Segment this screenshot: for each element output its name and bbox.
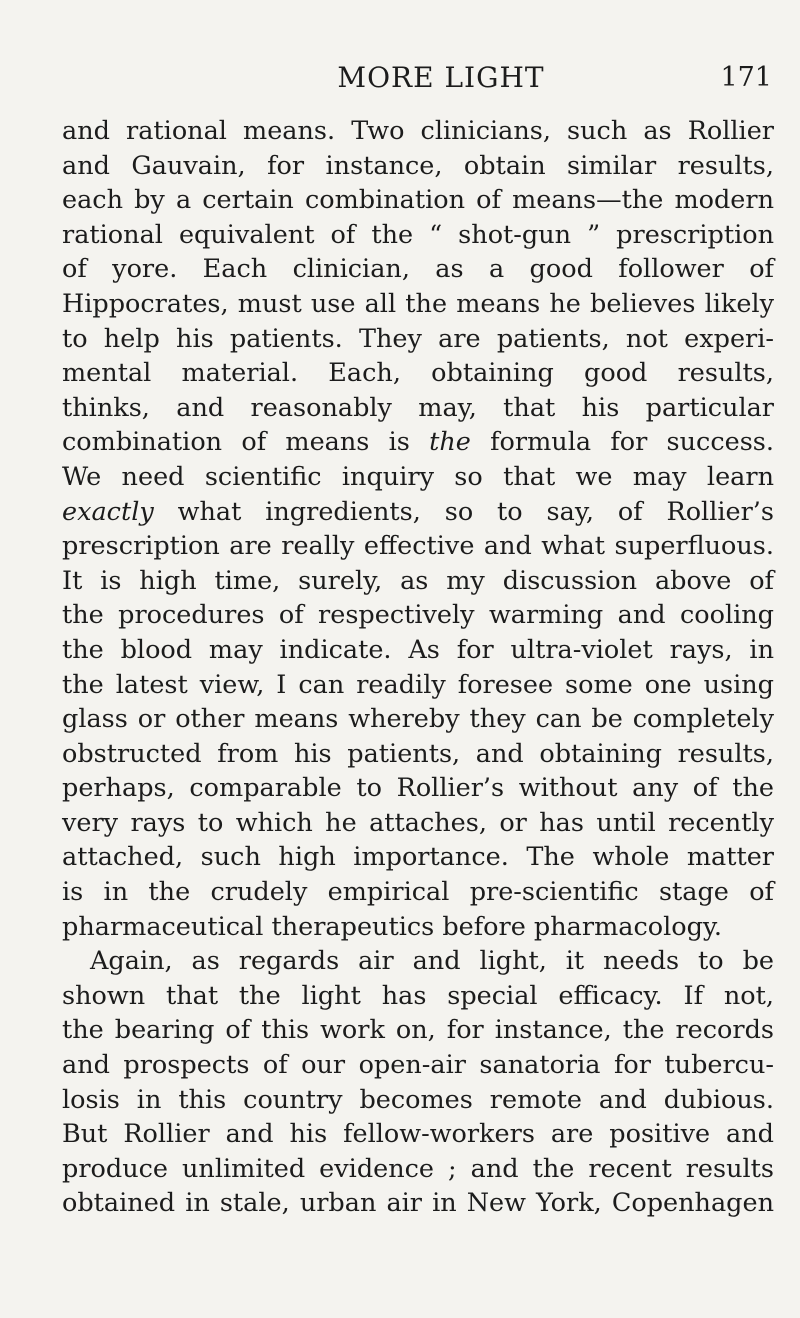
italic-emphasis: the [429, 427, 471, 458]
text-line: It is high time, surely, as my discussion above of [62, 565, 774, 596]
text-run: combination of means is [62, 427, 430, 458]
text-run: formula for success. [470, 427, 774, 458]
running-title: MORE LIGHT [337, 61, 545, 94]
text-line: Again, as regards air and light, it needs to be [90, 946, 774, 977]
text-line: very rays to which he attaches, or has until recently [62, 807, 774, 838]
text-line: the procedures of respectively warming and cooling [62, 600, 774, 631]
text-line [62, 495, 774, 530]
text-line: is in the crudely empirical pre-scientific stage of [62, 877, 774, 908]
text-line: shown that the light has special efficacy. If not, [62, 980, 774, 1011]
running-head [110, 58, 772, 98]
text-line: the blood may indicate. As for ultra-violet rays, in [62, 634, 774, 665]
text-line: attached, such high importance. The whole matter [62, 842, 774, 873]
text-line: perhaps, comparable to Rollier’s without any of the [62, 773, 774, 804]
text-line: and rational means. Two clinicians, such as Rollier [62, 116, 774, 146]
text-line: and Gauvain, for instance, obtain similar results, [62, 150, 774, 181]
text-line: pharmaceutical therapeutics before pharmacology. [62, 911, 723, 942]
text-line: the latest view, I can readily foresee some one using [62, 669, 774, 700]
text-line: and prospects of our open-air sanatoria for tubercu- [62, 1050, 774, 1081]
text-line: We need scientific inquiry so that we may learn [62, 461, 774, 492]
text-line: obstructed from his patients, and obtaining results, [62, 738, 774, 769]
text-line: rational equivalent of the “ shot-gun ” prescription [62, 219, 774, 250]
italic-emphasis: exactly [62, 496, 154, 527]
text-line: thinks, and reasonably may, that his particular [62, 392, 774, 423]
text-line: glass or other means whereby they can be completely [62, 704, 774, 735]
text-line: But Rollier and his fellow-workers are positive and [62, 1119, 774, 1150]
text-line: each by a certain combination of means—the modern [62, 185, 774, 216]
text-line: Hippocrates, must use all the means he believes likely [62, 288, 774, 319]
text-run: what ingredients, so to say, of Rollier’s [153, 496, 774, 527]
text-line: mental material. Each, obtaining good results, [62, 358, 774, 389]
text-line: produce unlimited evidence ; and the recent results [62, 1153, 774, 1184]
text-line [62, 425, 774, 460]
page-number: 171 [720, 62, 772, 93]
text-line: of yore. Each clinician, as a good follower of [62, 254, 774, 285]
text-line: to help his patients. They are patients, not experi- [62, 323, 774, 354]
text-line: prescription are really effective and what superfluous. [62, 531, 774, 562]
text-line: the bearing of this work on, for instance, the records [62, 1015, 774, 1046]
body-text [62, 114, 774, 1221]
text-line: obtained in stale, urban air in New York, Copenhagen [62, 1188, 774, 1219]
text-line: losis in this country becomes remote and dubious. [62, 1084, 774, 1115]
